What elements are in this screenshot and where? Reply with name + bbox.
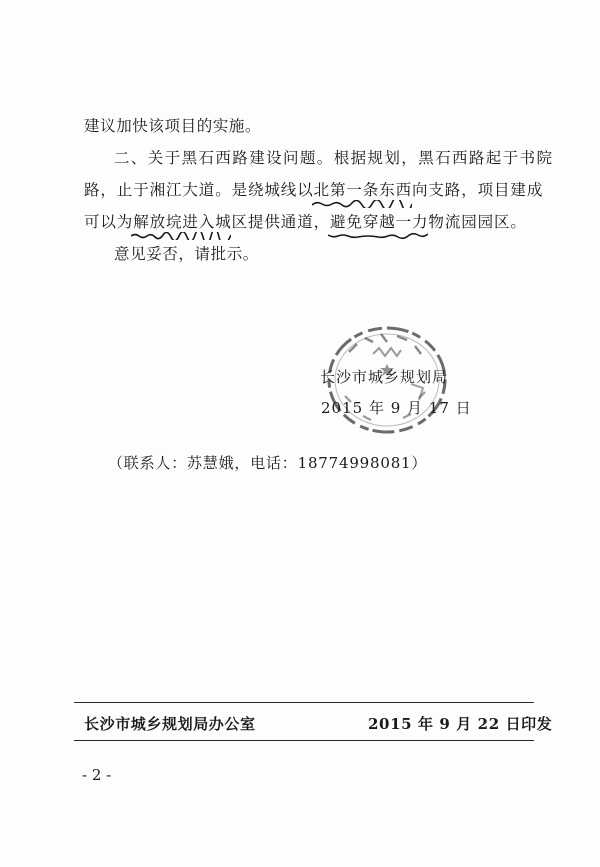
- body-line-3-tail: ，项目建成: [461, 181, 544, 199]
- handwritten-underline-segment-1: [314, 180, 462, 200]
- body-line-1: 建议加快该项目的实施。: [84, 117, 262, 135]
- signing-organization: 长沙市城乡规划局: [320, 368, 449, 386]
- contact-info: （联系人：苏慧娥，电话：18774998081）: [108, 454, 428, 472]
- handwritten-underline-segment-3: [330, 212, 527, 232]
- body-line-5: 意见妥否，请批示。: [114, 245, 259, 263]
- body-line-3: [84, 180, 543, 200]
- body-line-2: 二、关于黑石西路建设问题。根据规划，黑石西路起于书院: [114, 149, 554, 167]
- issuing-office: 长沙市城乡规划局办公室: [84, 715, 256, 733]
- underlined-text-2: 解放垸进入城区提供通道: [133, 213, 314, 231]
- wavy-underline-mark: [131, 232, 231, 240]
- footer-rule-bottom: [74, 740, 534, 741]
- underlined-text-1: 北第一条东西向支路: [313, 181, 462, 199]
- body-line-4-sep: ，: [313, 213, 331, 231]
- wavy-underline-mark: [312, 200, 412, 208]
- body-line-4: [84, 212, 527, 232]
- body-line-4-head: 可以为: [84, 213, 134, 231]
- body-line-3-text: 路，止于湘江大道。是绕城线以: [84, 181, 314, 199]
- print-date: 2015 年 9 月 22 日印发: [368, 715, 553, 733]
- page-number: - 2 -: [82, 766, 112, 784]
- footer-rule-top: [74, 702, 534, 703]
- handwritten-underline-segment-2: [133, 212, 313, 232]
- underlined-text-3: 避免穿越一力物流园园区。: [330, 213, 527, 231]
- signing-date: 2015 年 9 月 17 日: [321, 399, 472, 417]
- wavy-underline-mark: [328, 232, 428, 240]
